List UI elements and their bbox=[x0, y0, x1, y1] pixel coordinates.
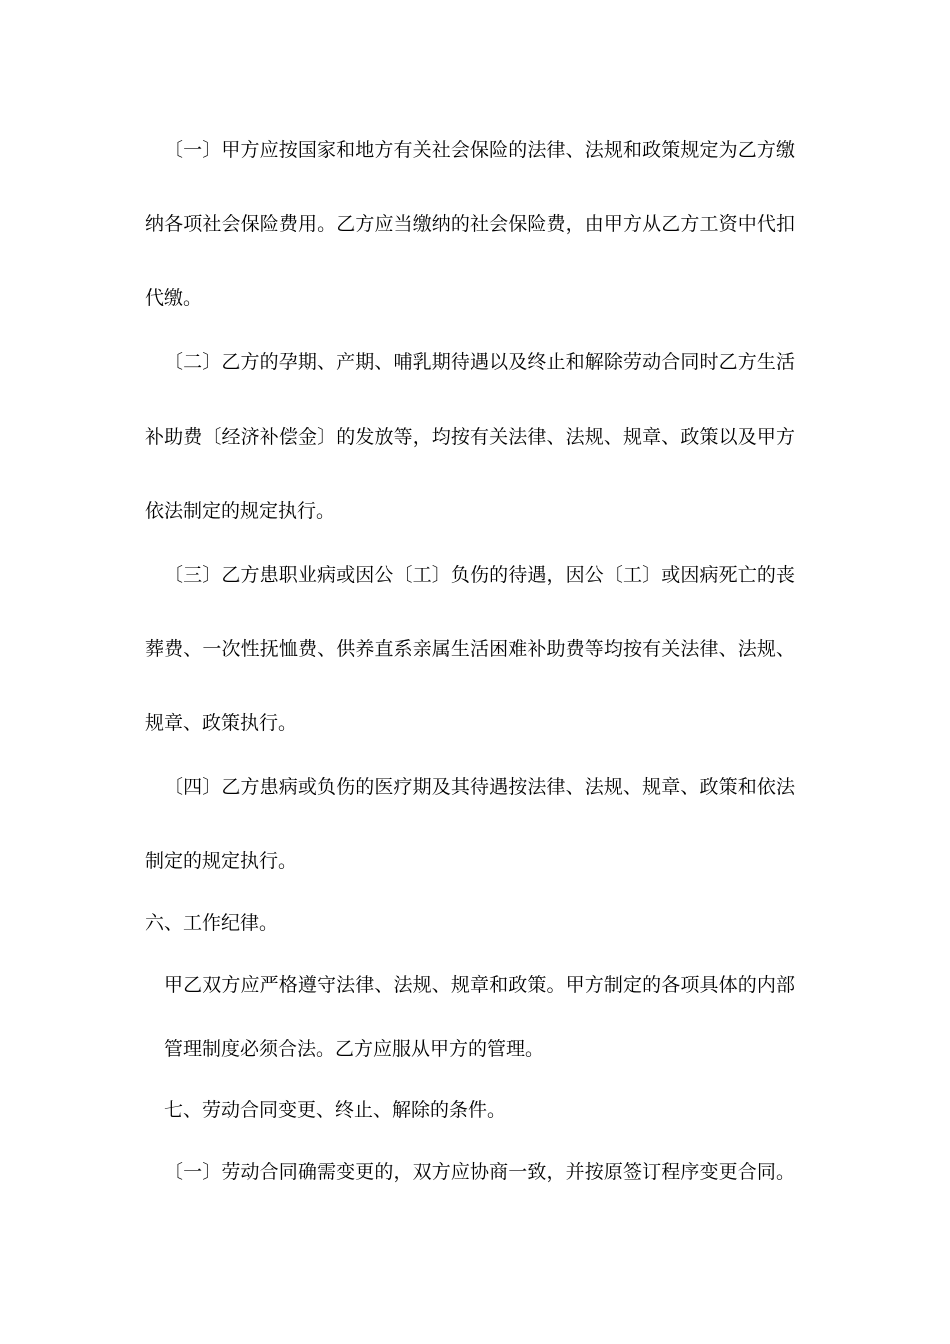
text-line-9: 规章、政策执行。 bbox=[145, 712, 298, 734]
text-line-6: 依法制定的规定执行。 bbox=[145, 500, 336, 522]
text-line-10: 〔四〕乙方患病或负伤的医疗期及其待遇按法律、法规、规章、政策和依法 bbox=[164, 776, 795, 798]
section-heading-6: 六、工作纪律。 bbox=[145, 912, 279, 934]
text-line-14: 管理制度必须合法。乙方应服从甲方的管理。 bbox=[164, 1038, 545, 1060]
text-line-13: 甲乙双方应严格遵守法律、法规、规章和政策。甲方制定的各项具体的内部 bbox=[164, 974, 795, 996]
text-line-1: 〔一〕甲方应按国家和地方有关社会保险的法律、法规和政策规定为乙方缴 bbox=[164, 139, 795, 161]
section-heading-7: 七、劳动合同变更、终止、解除的条件。 bbox=[164, 1099, 507, 1121]
text-line-8: 葬费、一次性抚恤费、供养直系亲属生活困难补助费等均按有关法律、法规、 bbox=[145, 638, 795, 660]
text-line-5: 补助费〔经济补偿金〕的发放等，均按有关法律、法规、规章、政策以及甲方 bbox=[145, 426, 795, 448]
text-line-3: 代缴。 bbox=[145, 287, 203, 309]
text-line-7: 〔三〕乙方患职业病或因公〔工〕负伤的待遇，因公〔工〕或因病死亡的丧 bbox=[164, 564, 795, 586]
text-line-11: 制定的规定执行。 bbox=[145, 850, 298, 872]
text-line-16: 〔一〕劳动合同确需变更的，双方应协商一致，并按原签订程序变更合同。 bbox=[164, 1161, 795, 1183]
text-line-4: 〔二〕乙方的孕期、产期、哺乳期待遇以及终止和解除劳动合同时乙方生活 bbox=[164, 351, 795, 373]
text-line-2: 纳各项社会保险费用。乙方应当缴纳的社会保险费，由甲方从乙方工资中代扣 bbox=[145, 213, 795, 235]
